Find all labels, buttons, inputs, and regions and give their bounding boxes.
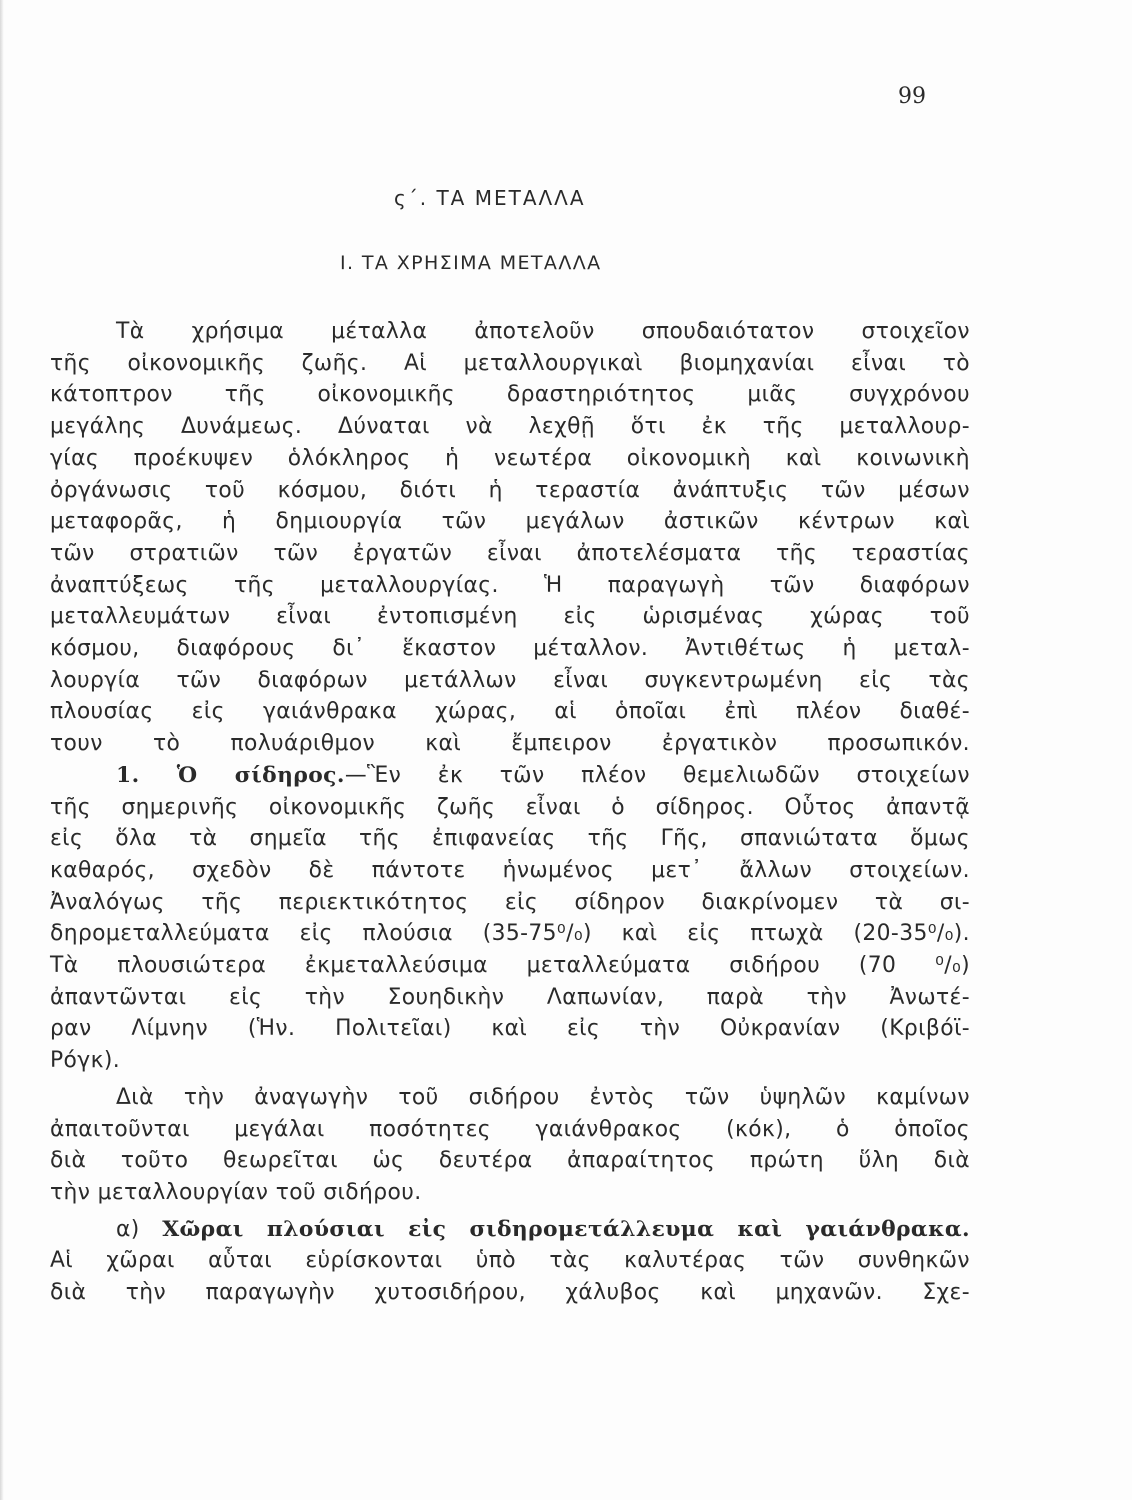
text-line: κάτοπτρον τῆς οἰκονομικῆς δραστηριότητος μιᾶς συγχρόνου [50, 382, 970, 408]
text-line: μεταλλευμάτων εἶναι ἐντοπισμένη εἰς ὡρισμένας χώρας τοῦ [50, 604, 970, 630]
text-line: τὴν μεταλλουργίαν τοῦ σιδήρου. [50, 1179, 422, 1205]
text-line: Τὰ πλουσιώτερα ἐκμεταλλεύσιμα μεταλλεύματα σιδήρου (70 ⁰/₀) [50, 953, 970, 979]
paragraph-intro [50, 316, 970, 760]
page-number: 99 [898, 84, 926, 109]
paragraph-iron [50, 760, 970, 1077]
text-line: τῆς σημερινῆς οἰκονομικῆς ζωῆς εἶναι ὁ σίδηρος. Οὗτος ἀπαντᾷ [50, 794, 970, 820]
text-line: ραν Λίμνην (Ἡν. Πολιτεῖαι) καὶ εἰς τὴν Οὐκρανίαν (Κριβόϊ- [50, 1016, 970, 1042]
text-line: μεγάλης Δυνάμεως. Δύναται νὰ λεχθῇ ὅτι ἐκ τῆς μεταλλουρ- [50, 414, 970, 440]
text-line: εἰς ὅλα τὰ σημεῖα τῆς ἐπιφανείας τῆς Γῆς, σπανιώτατα ὅμως [50, 826, 970, 852]
text-line: Ἀναλόγως τῆς περιεκτικότητος εἰς σίδηρον διακρίνομεν τὰ σι- [50, 889, 970, 915]
text-line: Αἱ χῶραι αὗται εὑρίσκονται ὑπὸ τὰς καλυτέρας τῶν συνθηκῶν [50, 1248, 970, 1274]
text-line: ὀργάνωσις τοῦ κόσμου, διότι ἡ τεραστία ἀνάπτυξις τῶν μέσων [50, 477, 970, 503]
subsection-heading: Χῶραι πλούσιαι εἰς σιδηρομετάλλευμα καὶ γαιάνθρακα. [162, 1216, 970, 1242]
text-line: κόσμου, διαφόρους δι᾽ ἕκαστον μέταλλον. Ἀντιθέτως ἡ μεταλ- [50, 636, 970, 662]
text-line [50, 760, 970, 792]
text-line: διὰ τοῦτο θεωρεῖται ὡς δευτέρα ἀπαραίτητος πρώτη ὕλη διὰ [50, 1148, 970, 1174]
text-line: ἀναπτύξεως τῆς μεταλλουργίας. Ἡ παραγωγὴ τῶν διαφόρων [50, 572, 970, 598]
text-line: τουν τὸ πολυάριθμον καὶ ἔμπειρον ἐργατικὸν προσωπικόν. [50, 731, 970, 757]
text-line: καθαρός, σχεδὸν δὲ πάντοτε ἡνωμένος μετ᾽ ἄλλων στοιχείων. [50, 857, 970, 883]
text-fragment: —Ἓν ἐκ τῶν πλέον θεμελιωδῶν στοιχείων [344, 762, 970, 788]
text-line: μεταφορᾶς, ἡ δημιουργία τῶν μεγάλων ἀστικῶν κέντρων καὶ [50, 509, 970, 535]
text-line: Τὰ χρήσιμα μέταλλα ἀποτελοῦν σπουδαιότατον στοιχεῖον [116, 319, 970, 344]
text-line: τῶν στρατιῶν τῶν ἐργατῶν εἶναι ἀποτελέσματα τῆς τεραστίας [50, 540, 970, 566]
list-marker: α) [116, 1216, 140, 1242]
text-line: ἀπαντῶνται εἰς τὴν Σουηδικὴν Λαπωνίαν, παρὰ τὴν Ἀνωτέ- [50, 984, 970, 1010]
text-line: Ρόγκ). [50, 1048, 121, 1074]
text-line: Διὰ τὴν ἀναγωγὴν τοῦ σιδήρου ἐντὸς τῶν ὑψηλῶν καμίνων [116, 1084, 970, 1110]
subsection-heading: 1. Ὁ σίδηρος. [116, 762, 345, 788]
body-text [50, 316, 970, 1309]
text-line: γίας προέκυψεν ὁλόκληρος ἡ νεωτέρα οἰκονομικὴ καὶ κοινωνικὴ [50, 445, 970, 471]
text-line: τῆς οἰκονομικῆς ζωῆς. Αἱ μεταλλουργικαὶ βιομηχανίαι εἶναι τὸ [50, 350, 970, 376]
text-line [50, 1214, 970, 1246]
text-line: διὰ τὴν παραγωγὴν χυτοσιδήρου, χάλυβος καὶ μηχανῶν. Σχε- [50, 1280, 970, 1306]
text-line: λουργία τῶν διαφόρων μετάλλων εἶναι συγκεντρωμένη εἰς τὰς [50, 667, 970, 693]
paragraph-rich-countries [50, 1214, 970, 1309]
section-title: Ι. ΤΑ ΧΡΗΣΙΜΑ ΜΕΤΑΛΛΑ [340, 252, 602, 274]
text-line: ἀπαιτοῦνται μεγάλαι ποσότητες γαιάνθρακος (κόκ), ὁ ὁποῖος [50, 1116, 970, 1142]
page-edge-shadow [0, 0, 4, 1500]
text-line: δηρομεταλλεύματα εἰς πλούσια (35-75⁰/₀) καὶ εἰς πτωχὰ (20-35⁰/₀). [50, 921, 970, 947]
text-line: πλουσίας εἰς γαιάνθρακα χώρας, αἱ ὁποῖαι ἐπὶ πλέον διαθέ- [50, 699, 970, 725]
chapter-title: ς΄. ΤΑ ΜΕΤΑΛΛΑ [394, 186, 586, 210]
paragraph-reduction [50, 1082, 970, 1209]
